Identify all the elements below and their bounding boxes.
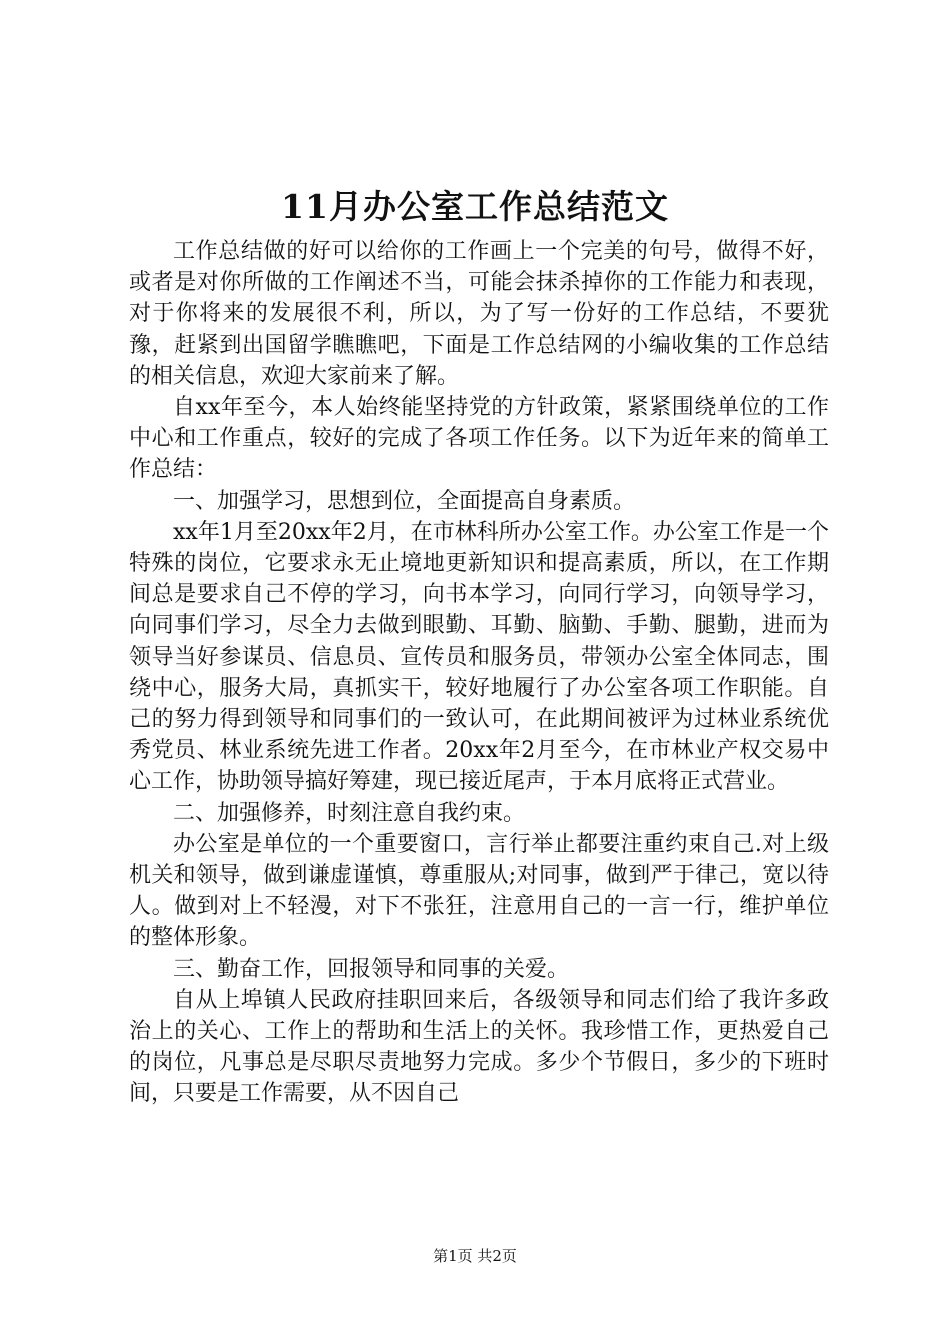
paragraph-section-1: xx年1月至20xx年2月，在市林科所办公室工作。办公室工作是一个特殊的岗位，它要求永无止境地更新知识和提高素质，所以，在工作期间总是要求自己不停的学习，向书本学习，向同行学习，向领导学习，向同事们学习，尽全力去做到眼勤、耳勤、脑勤、手勤、腿勤，进而为领导当好参谋员、信息员、宣传员和服务员，带领办公室全体同志，围绕中心，服务大局，真抓实干，较好地履行了办公室各项工作职能。自己的努力得到领导和同事们的一致认可，在此期间被评为过林业系统优秀党员、林业系统先进工作者。20xx年2月至今，在市林业产权交易中心工作，协助领导搞好筹建，现已接近尾声，于本月底将正式营业。: [129, 519, 829, 795]
section-heading-1: 一、加强学习，思想到位，全面提高自身素质。: [173, 488, 636, 514]
document-body: [129, 236, 829, 1110]
paragraph-overview: 自xx年至今，本人始终能坚持党的方针政策，紧紧围绕单位的工作中心和工作重点，较好的完成了各项工作任务。以下为近年来的简单工作总结：: [129, 395, 829, 483]
paragraph-section-3: 自从上埠镇人民政府挂职回来后，各级领导和同志们给了我许多政治上的关心、工作上的帮助和生活上的关怀。我珍惜工作，更热爱自己的岗位，凡事总是尽职尽责地努力完成。多少个节假日，多少的下班时间，只要是工作需要，从不因自己: [129, 987, 829, 1107]
page-number-footer: 第1页 共2页: [433, 1247, 517, 1265]
section-heading-3: 三、勤奋工作，回报领导和同事的关爱。: [173, 956, 570, 982]
document-title: 11月办公室工作总结范文: [281, 187, 669, 226]
paragraph-intro: 工作总结做的好可以给你的工作画上一个完美的句号，做得不好，或者是对你所做的工作阐述不当，可能会抹杀掉你的工作能力和表现，对于你将来的发展很不利，所以，为了写一份好的工作总结，不要犹豫，赶紧到出国留学瞧瞧吧，下面是工作总结网的小编收集的工作总结的相关信息，欢迎大家前来了解。: [129, 239, 829, 389]
section-heading-2: 二、加强修养，时刻注意自我约束。: [173, 800, 526, 826]
paragraph-section-2: 办公室是单位的一个重要窗口，言行举止都要注重约束自己.对上级机关和领导，做到谦虚谨慎，尊重服从;对同事，做到严于律己，宽以待人。做到对上不轻漫，对下不张狂，注意用自己的一言一行，维护单位的整体形象。: [129, 831, 829, 951]
